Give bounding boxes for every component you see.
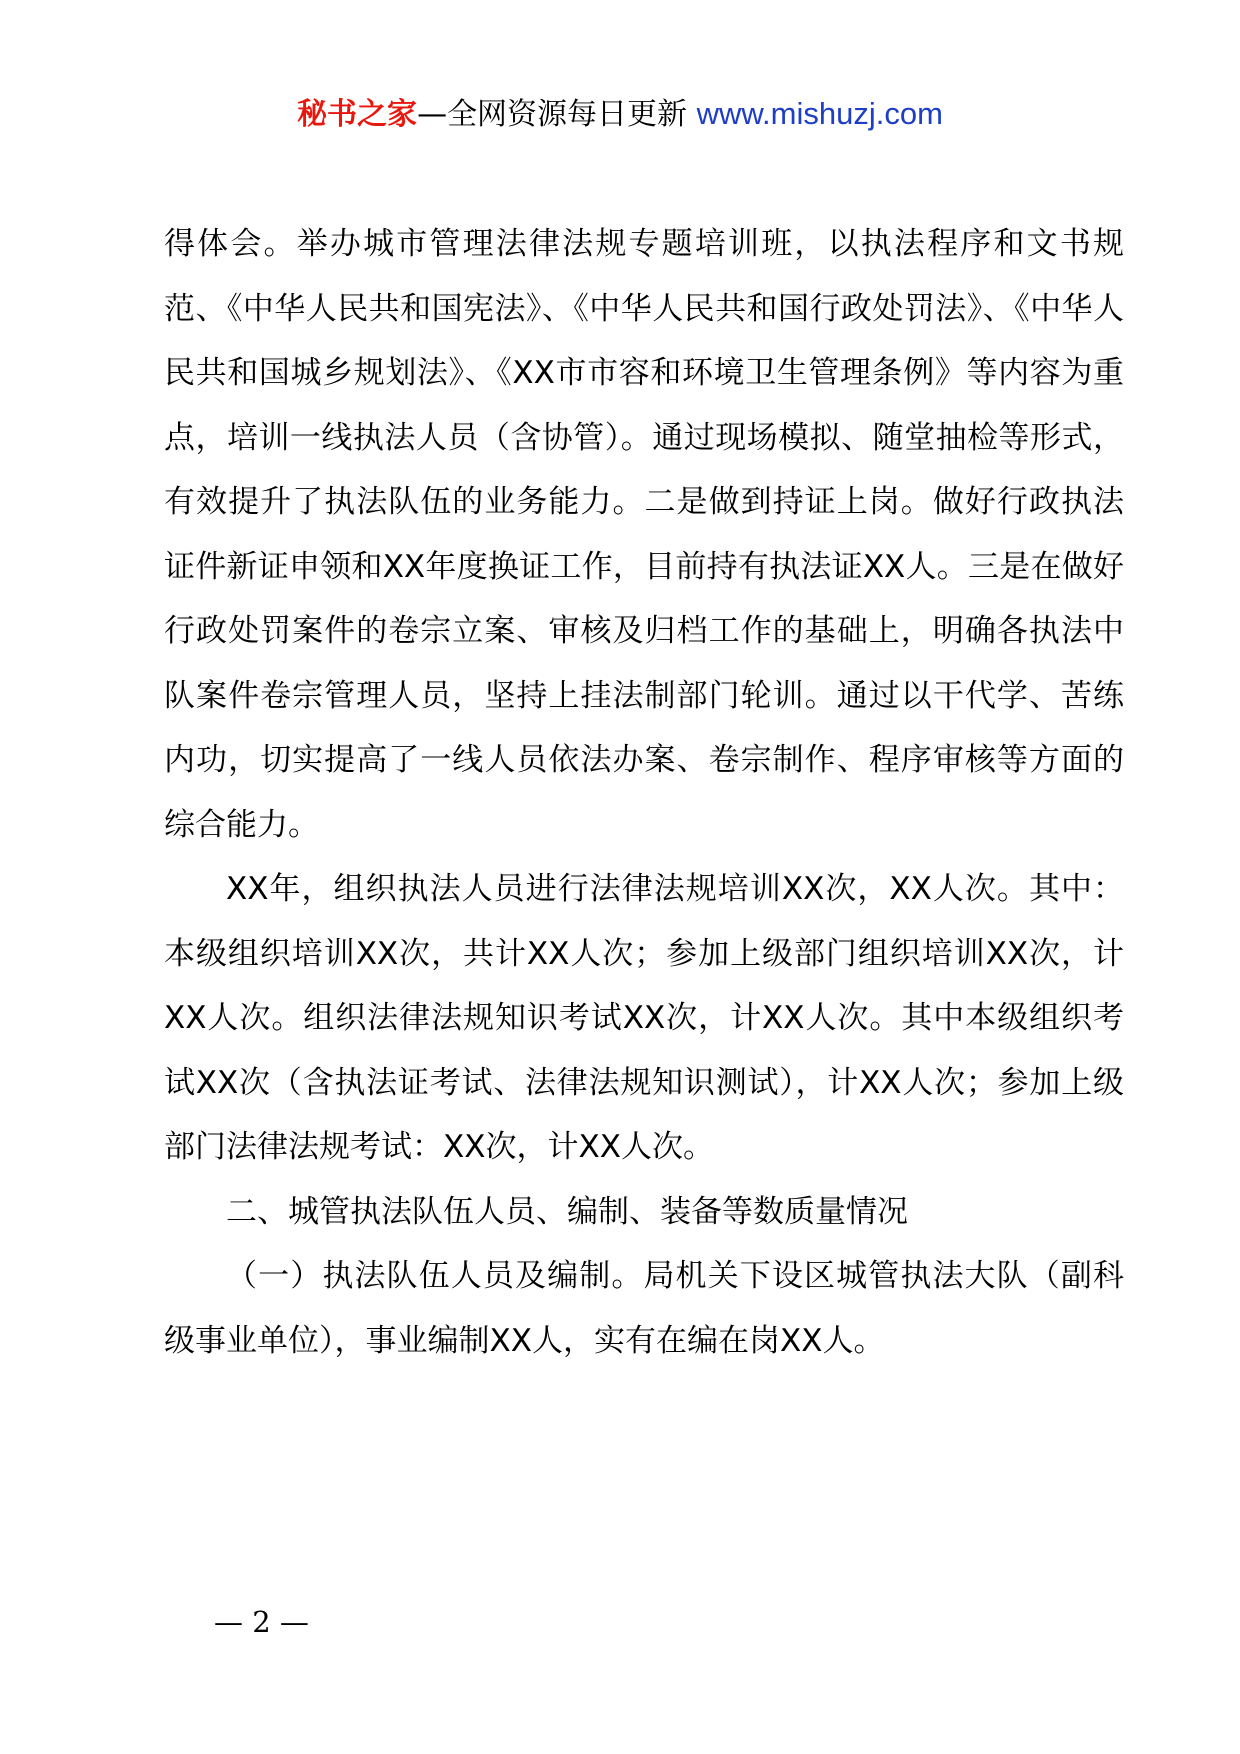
page-number: — 2 — [214,1605,309,1639]
paragraph-training-statistics: XX年，组织执法人员进行法律法规培训XX次，XX人次。其中：本级组织培训XX次，共计XX人次；参加上级部门组织培训XX次，计XX人次。组织法律法规知识考试XX次，计XX人次。其中本级组织考试XX次（含执法证考试、法律法规知识测试），计XX人次；参加上级部门法律法规考试：XX次，计XX人次。 [164,871,1124,1165]
paragraph-training-continuation: 得体会。举办城市管理法律法规专题培训班，以执法程序和文书规范、《中华人民共和国宪法》、《中华人民共和国行政处罚法》、《中华人民共和国城乡规划法》、《XX市市容和环境卫生管理条例》等内容为重点，培训一线执法人员（含协管）。通过现场模拟、随堂抽检等形式，有效提升了执法队伍的业务能力。二是做到持证上岗。做好行政执法证件新证申领和XX年度换证工作，目前持有执法证XX人。三是在做好行政处罚案件的卷宗立案、审核及归档工作的基础上，明确各执法中队案件卷宗管理人员，坚持上挂法制部门轮训。通过以干代学、苦练内功，切实提高了一线人员依法办案、卷宗制作、程序审核等方面的综合能力。 [164,226,1124,843]
site-header [0,92,1240,137]
section-heading: 二、城管执法队伍人员、编制、装备等数质量情况 [226,1193,908,1230]
document-body [164,212,1124,1373]
site-slogan: —全网资源每日更新 [417,97,697,132]
site-url-link[interactable]: www.mishuzj.com [696,96,943,131]
paragraph-staffing: （一）执法队伍人员及编制。局机关下设区城管执法大队（副科级事业单位），事业编制XX人，实有在编在岗XX人。 [164,1258,1124,1359]
site-brand: 秘书之家 [297,97,418,132]
